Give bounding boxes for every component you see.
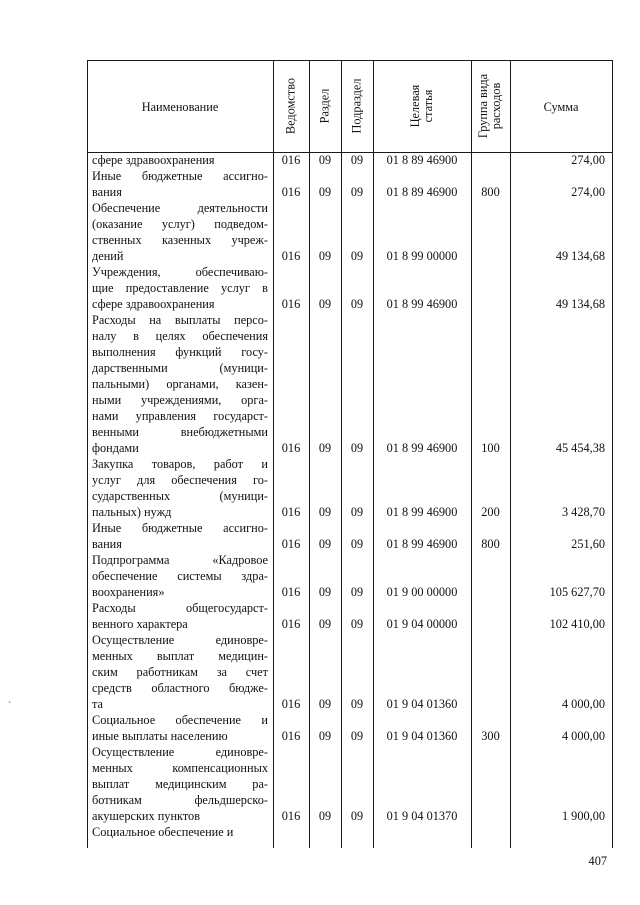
cell-name-line: пальными) органами, казен- [92,377,268,391]
cell-name [92,712,268,744]
cell-name-line: щие предоставление услуг в [92,281,268,295]
cell-name-line: налу в целях обеспечения [92,329,268,343]
cell-subsection: 09 [350,809,364,823]
cell-ministry: 016 [281,249,301,263]
cell-name-line: менных компенсационных [92,761,268,775]
cell-target-article: 01 8 99 46900 [386,441,458,455]
cell-name-line: пальных) нужд [92,505,172,519]
cell-name-line: Иные бюджетные ассигно- [92,169,268,183]
cell-name-line: Закупка товаров, работ и [92,457,268,471]
cell-name-line: та [92,697,103,711]
cell-name-line: вания [92,537,122,551]
cell-name-line: Расходы общегосударст- [92,601,268,615]
cell-name-line: Социальное обеспечение и [92,713,268,727]
cell-ministry: 016 [281,729,301,743]
cell-subsection: 09 [350,537,364,551]
cell-expense-group: 800 [481,185,500,199]
cell-subsection: 09 [350,585,364,599]
cell-target-article: 01 9 00 00000 [386,585,458,599]
cell-name [92,152,268,168]
page-number: 407 [588,854,607,868]
cell-section: 09 [318,809,332,823]
cell-name-line: иные выплаты населению [92,729,228,743]
cell-name-line: Осуществление единовре- [92,745,268,759]
cell-name-line: сфере здравоохранения [92,297,215,311]
cell-amount: 102 410,00 [549,617,605,631]
cell-ministry: 016 [281,185,301,199]
cell-name-line: акушерских пунктов [92,809,201,823]
cell-amount: 4 000,00 [561,729,605,743]
cell-ministry: 016 [281,505,301,519]
cell-subsection: 09 [350,729,364,743]
cell-expense-group: 100 [481,441,500,455]
cell-amount: 3 428,70 [561,505,605,519]
header-target-line1: Целевая [408,84,422,128]
cell-name-line: услуг для обеспечения го- [92,473,268,487]
cell-amount: 4 000,00 [561,697,605,711]
cell-amount: 49 134,68 [555,249,605,263]
table-right-border [612,60,613,848]
header-amount: Сумма [543,100,579,114]
cell-ministry: 016 [281,697,301,711]
cell-amount: 1 900,00 [561,809,605,823]
header-section: Раздел [317,88,332,124]
header-target-article [409,85,435,128]
cell-ministry: 016 [281,153,301,167]
cell-name-line: фондами [92,441,139,455]
cell-amount: 49 134,68 [555,297,605,311]
cell-name-line: сфере здравоохранения [92,153,215,167]
table-top-border [87,60,613,61]
cell-section: 09 [318,249,332,263]
cell-name-line: Подпрограмма «Кадровое [92,553,268,567]
cell-section: 09 [318,185,332,199]
cell-ministry: 016 [281,537,301,551]
cell-target-article: 01 9 04 01360 [386,729,458,743]
header-expense-group [477,74,503,138]
cell-amount: 45 454,38 [555,441,605,455]
cell-section: 09 [318,537,332,551]
cell-target-article: 01 8 99 46900 [386,297,458,311]
cell-ministry: 016 [281,617,301,631]
cell-name-line: вания [92,185,122,199]
cell-name-line: Социальное обеспечение и [92,825,234,839]
cell-name-line: выполнения функций госу- [92,345,268,359]
cell-section: 09 [318,585,332,599]
cell-name-line: менных выплат медицин- [92,649,268,663]
cell-name-line: Расходы на выплаты персо- [92,313,268,327]
cell-name [92,264,268,312]
cell-name [92,456,268,520]
cell-ministry: 016 [281,585,301,599]
cell-section: 09 [318,617,332,631]
cell-amount: 274,00 [571,153,605,167]
cell-name [92,520,268,552]
header-subsection: Подраздел [349,78,364,134]
cell-name-line: ботникам фельдшерско- [92,793,268,807]
cell-name-line: Иные бюджетные ассигно- [92,521,268,535]
cell-name-line: дений [92,249,124,263]
cell-section: 09 [318,297,332,311]
cell-name [92,312,268,456]
header-target-line2: статья [421,89,435,123]
cell-name-line: (оказание услуг) подведом- [92,217,268,231]
stray-mark: ` [8,701,12,712]
cell-name-line: нами управления государст- [92,409,268,423]
cell-target-article: 01 9 04 00000 [386,617,458,631]
cell-name-line: Учреждения, обеспечиваю- [92,265,268,279]
cell-name-line: ными учреждениями, орга- [92,393,268,407]
cell-name [92,600,268,632]
cell-name-line: обеспечение системы здра- [92,569,268,583]
cell-subsection: 09 [350,185,364,199]
header-ministry: Ведомство [283,77,298,135]
cell-expense-group: 300 [481,729,500,743]
cell-target-article: 01 9 04 01360 [386,697,458,711]
cell-ministry: 016 [281,809,301,823]
cell-subsection: 09 [350,617,364,631]
cell-subsection: 09 [350,441,364,455]
cell-name-line: ственных казенных учреж- [92,233,268,247]
cell-expense-group: 800 [481,537,500,551]
cell-name-line: Обеспечение деятельности [92,201,268,215]
cell-amount: 274,00 [571,185,605,199]
cell-amount: 251,60 [571,537,605,551]
cell-target-article: 01 9 04 01370 [386,809,458,823]
cell-expense-group: 200 [481,505,500,519]
cell-section: 09 [318,505,332,519]
cell-name-line: сударственных (муници- [92,489,268,503]
cell-ministry: 016 [281,297,301,311]
cell-ministry: 016 [281,441,301,455]
cell-amount: 105 627,70 [549,585,605,599]
cell-name [92,744,268,824]
cell-section: 09 [318,729,332,743]
header-group-line2: расходов [489,82,503,130]
cell-section: 09 [318,441,332,455]
cell-name-line: венными внебюджетными [92,425,268,439]
cell-section: 09 [318,153,332,167]
cell-name-line: дарственными (муници- [92,361,268,375]
cell-subsection: 09 [350,697,364,711]
header-group-line1: Группа вида [476,73,490,139]
cell-name [92,200,268,264]
cell-subsection: 09 [350,297,364,311]
cell-subsection: 09 [350,153,364,167]
table-left-border [87,60,88,848]
cell-target-article: 01 8 99 00000 [386,249,458,263]
cell-name-line: воохранения» [92,585,165,599]
cell-name-line: Осуществление единовре- [92,633,268,647]
cell-name-line: средств областного бюдже- [92,681,268,695]
header-name: Наименование [141,100,219,114]
cell-name-line: венного характера [92,617,188,631]
cell-target-article: 01 8 99 46900 [386,505,458,519]
cell-target-article: 01 8 89 46900 [386,185,458,199]
cell-name-line: ским работникам за счет [92,665,268,679]
cell-name [92,168,268,200]
cell-target-article: 01 8 89 46900 [386,153,458,167]
cell-target-article: 01 8 99 46900 [386,537,458,551]
cell-name [92,824,268,840]
cell-subsection: 09 [350,505,364,519]
cell-name-line: выплат медицинским ра- [92,777,268,791]
cell-name [92,552,268,600]
cell-name [92,632,268,712]
cell-section: 09 [318,697,332,711]
cell-subsection: 09 [350,249,364,263]
